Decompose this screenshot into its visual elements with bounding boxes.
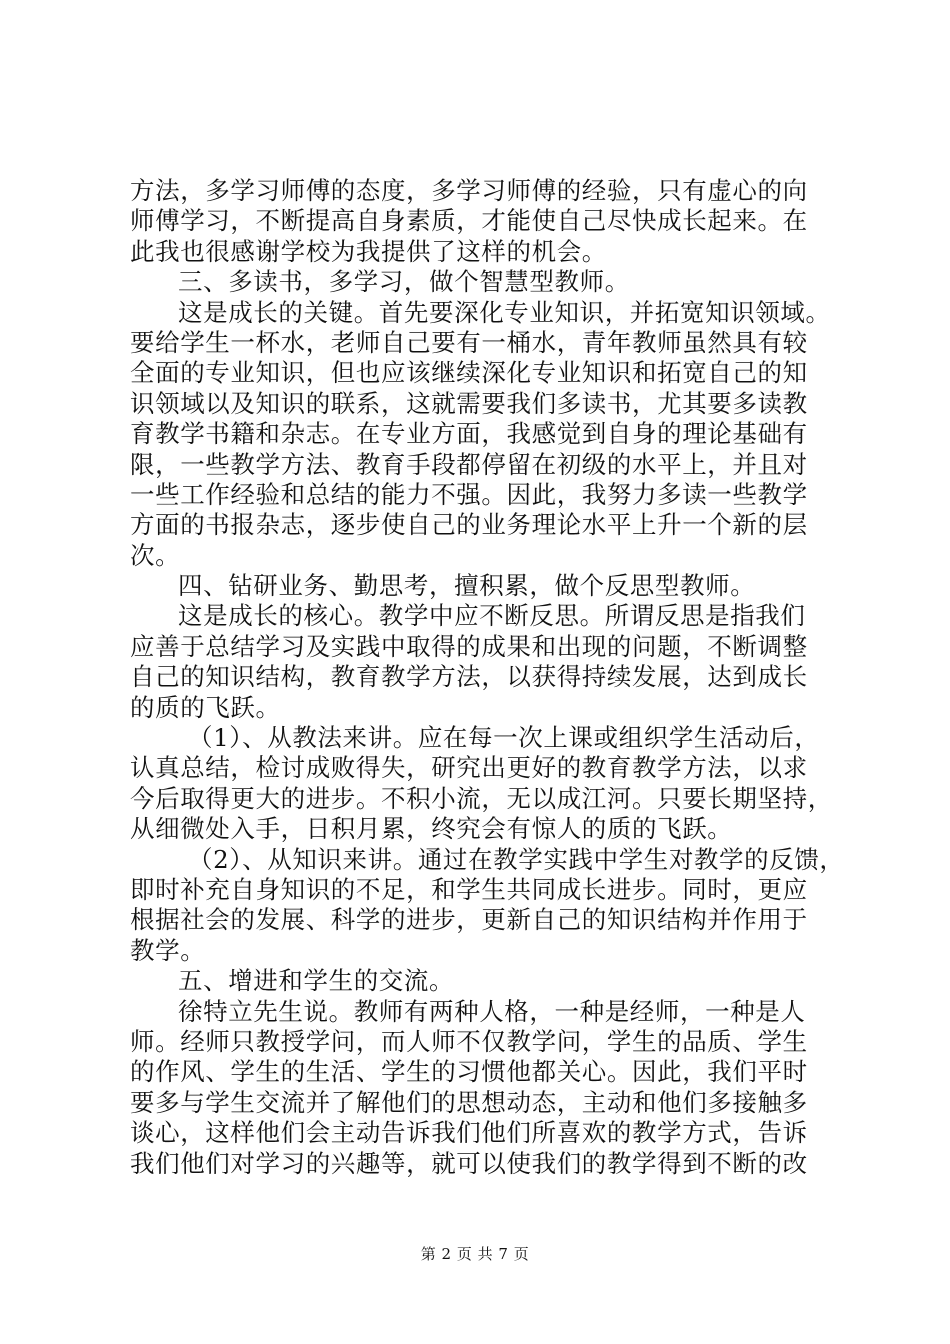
text-line: 这是成长的核心。教学中应不断反思。所谓反思是指我们 <box>178 601 806 631</box>
text-line: 即时补充自身知识的不足，和学生共同成长进步。同时，更应 <box>130 874 808 904</box>
text-line: 的质的飞跃。 <box>130 692 281 722</box>
section-heading: 五、增进和学生的交流。 <box>178 966 455 996</box>
text-line: 此我也很感谢学校为我提供了这样的机会。 <box>130 236 607 266</box>
list-item-heading: （1）、从教法来讲。应在每一次上课或组织学生活动后， <box>188 723 820 753</box>
text-line: 徐特立先生说。教师有两种人格，一种是经师，一种是人 <box>178 996 806 1026</box>
section-heading: 四、钻研业务、勤思考，擅积累，做个反思型教师。 <box>178 571 756 601</box>
text-line: 师傅学习，不断提高自身素质，才能使自己尽快成长起来。在 <box>130 206 808 236</box>
text-line: 限，一些教学方法、教育手段都停留在初级的水平上，并且对 <box>130 449 808 479</box>
text-line: 要多与学生交流并了解他们的思想动态，主动和他们多接触多 <box>130 1087 808 1117</box>
text-line: 方法，多学习师傅的态度，多学习师傅的经验，只有虚心的向 <box>130 176 808 205</box>
text-line: 一些工作经验和总结的能力不强。因此，我努力多读一些教学 <box>130 479 808 509</box>
text-line: 育教学书籍和杂志。在专业方面，我感觉到自身的理论基础有 <box>130 419 808 449</box>
text-line: 根据社会的发展、科学的进步，更新自己的知识结构并作用于 <box>130 905 808 935</box>
text-line: 次。 <box>130 540 181 570</box>
text-line: 从细微处入手，日积月累，终究会有惊人的质的飞跃。 <box>130 814 733 844</box>
text-line: 自己的知识结构，教育教学方法，以获得持续发展，达到成长 <box>130 662 808 692</box>
list-item-heading: （2）、从知识来讲。通过在教学实践中学生对教学的反馈， <box>188 844 845 874</box>
text-line: 认真总结，检讨成败得失，研究出更好的教育教学方法，以求 <box>130 753 808 783</box>
text-line: 谈心，这样他们会主动告诉我们他们所喜欢的教学方式，告诉 <box>130 1118 808 1148</box>
text-line: 方面的书报杂志，逐步使自己的业务理论水平上升一个新的层 <box>130 510 808 540</box>
text-line: 师。经师只教授学问，而人师不仅教学问，学生的品质、学生 <box>130 1026 808 1056</box>
section-heading: 三、多读书，多学习，做个智慧型教师。 <box>178 267 630 297</box>
text-line: 的作风、学生的生活、学生的习惯他都关心。因此，我们平时 <box>130 1057 808 1087</box>
page-footer <box>0 1244 950 1264</box>
text-line: 全面的专业知识，但也应该继续深化专业知识和拓宽自己的知 <box>130 358 808 388</box>
text-line: 这是成长的关键。首先要深化专业知识，并拓宽知识领域。 <box>178 297 831 327</box>
body-text <box>130 176 845 1179</box>
text-line: 我们他们对学习的兴趣等，就可以使我们的教学得到不断的改 <box>130 1148 808 1178</box>
text-line: 识领域以及知识的联系，这就需要我们多读书，尤其要多读教 <box>130 388 808 418</box>
text-line: 应善于总结学习及实践中取得的成果和出现的问题，不断调整 <box>130 631 808 661</box>
text-line: 今后取得更大的进步。不积小流，无以成江河。只要长期坚持， <box>130 783 833 813</box>
text-line: 教学。 <box>130 935 206 965</box>
text-line: 要给学生一杯水，老师自己要有一桶水，青年教师虽然具有较 <box>130 327 808 357</box>
page-number: 第 2 页 共 7 页 <box>420 1245 530 1263</box>
